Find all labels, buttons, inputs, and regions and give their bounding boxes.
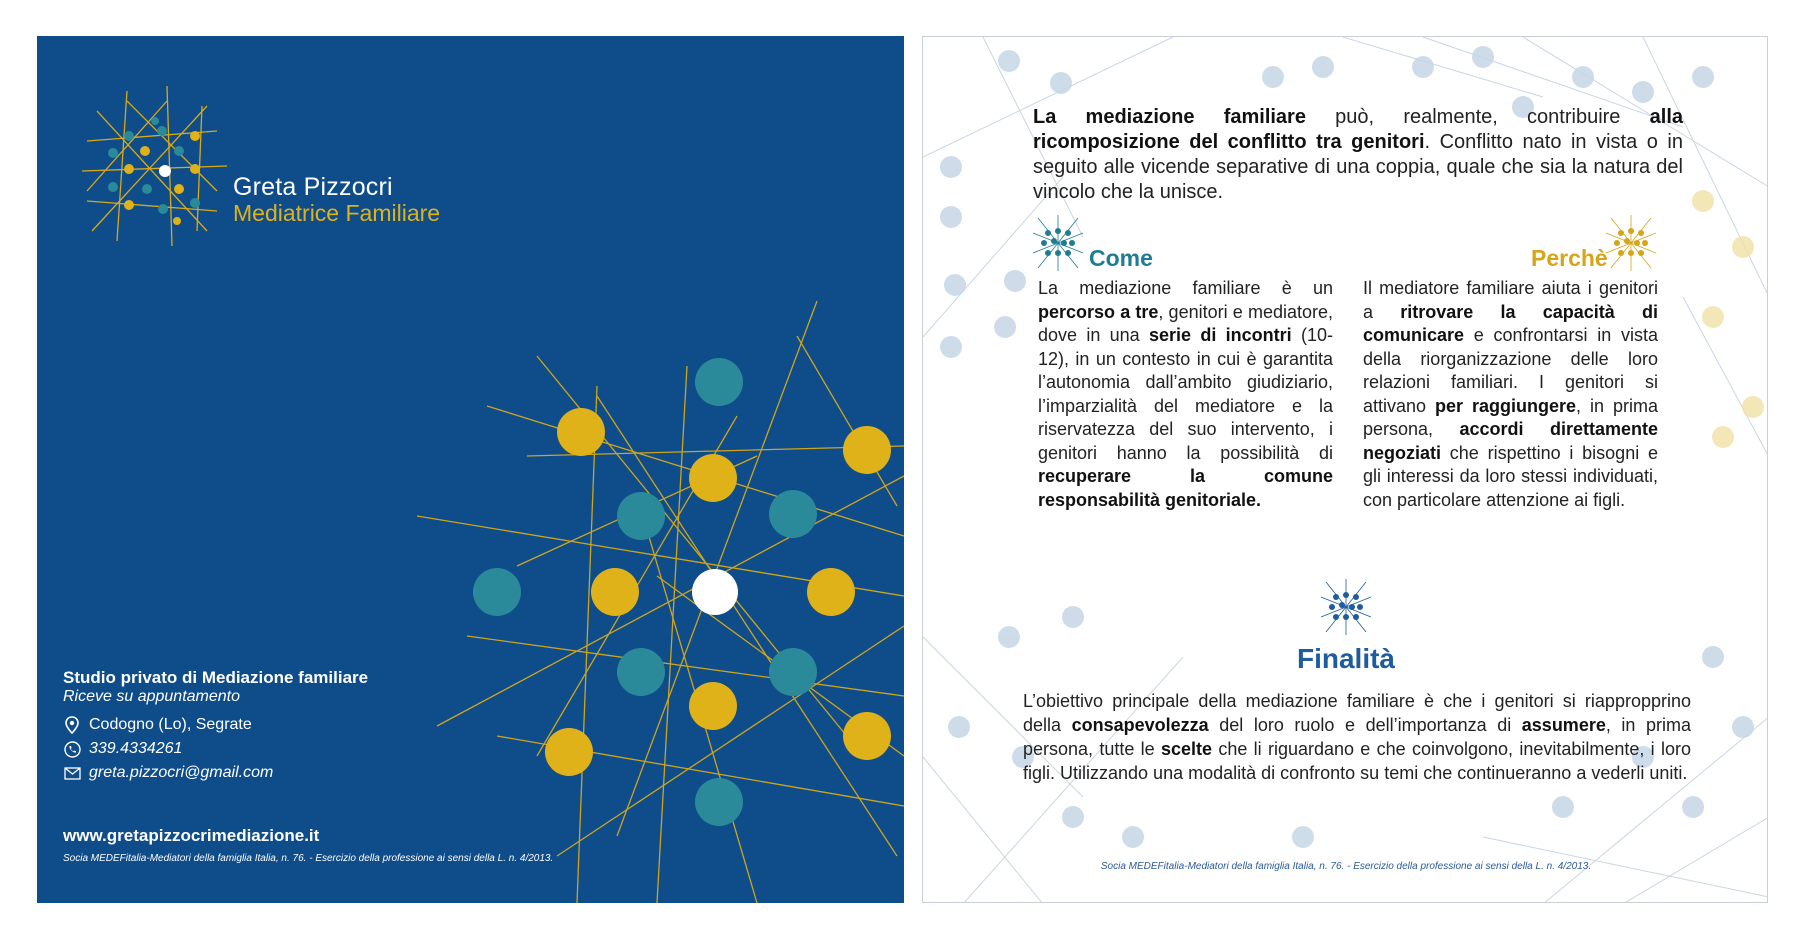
perche-run: Il mediatore familiare aiuta i genitori a <box>1363 278 1658 322</box>
perche-emblem-icon <box>1601 213 1661 273</box>
logo-mark-icon <box>67 81 227 251</box>
finalita-run: consapevolezza <box>1071 715 1209 735</box>
intro-run: alla ricomposizione del conflitto tra genitori <box>1033 106 1683 153</box>
intro-run: . Conflitto nato in vista o in seguito alle vicende separative di una coppia, quale che sia la natura del vincolo che la unisce. <box>1033 131 1683 203</box>
come-heading: Come <box>1089 245 1153 271</box>
intro-run: può, realmente, contribuire <box>1305 106 1650 128</box>
come-run: percorso a tre <box>1038 301 1159 322</box>
come-run: (10-12), in un contesto in cui è garantita l’autonomia dall’ambito giudiziario, l’imparzialità del mediatore e la riservatezza del suo intervento, i genitori hanno la possibilità di <box>1038 325 1333 463</box>
intro-paragraph <box>1033 105 1683 205</box>
pattern-dots <box>473 358 891 826</box>
perche-run: che rispettino i bisogni e gli interessi da loro stessi individuati, con particolare attenzione ai figli. <box>1363 442 1658 510</box>
website-link[interactable]: www.gretapizzocrimediazione.it <box>63 826 320 845</box>
come-emblem-icon <box>1028 213 1088 273</box>
location-text: Codogno (Lo), Segrate <box>89 716 252 733</box>
perche-heading: Perchè <box>1531 245 1608 271</box>
contact-phone[interactable] <box>63 740 182 758</box>
finalita-emblem-icon <box>1316 577 1376 637</box>
contact-location <box>63 716 252 734</box>
come-text <box>1038 277 1333 512</box>
finalita-heading: Finalità <box>1296 643 1395 674</box>
finalita-run: assumere <box>1521 715 1606 735</box>
finalita-run: , in prima persona, tutte le <box>1023 715 1691 759</box>
intro-run: La mediazione familiare <box>1033 106 1306 128</box>
come-run: La mediazione familiare è un <box>1038 278 1333 298</box>
finalita-run: L’obiettivo principale della mediazione familiare è che i genitori si riappropprino della <box>1023 691 1691 735</box>
perche-run: , in prima persona, <box>1363 395 1659 439</box>
finalita-run: scelte <box>1160 739 1213 759</box>
email-address[interactable]: greta.pizzocri@gmail.com <box>89 764 274 781</box>
phone-number[interactable]: 339.4334261 <box>89 740 183 757</box>
perche-run: ritrovare la capacità di comunicare <box>1363 301 1658 345</box>
membership-footnote: Socia MEDEFitalia-Mediatori della famiglia Italia, n. 76. - Esercizio della professione ai sensi della L. n. 4/2013. <box>63 853 554 864</box>
come-run: recuperare la comune responsabilità genitoriale. <box>1038 466 1333 510</box>
brand-role: Mediatrice Familiare <box>233 200 441 226</box>
cover-panel <box>37 36 904 903</box>
finalita-text <box>1023 689 1691 785</box>
perche-run: e confrontarsi in vista della riorganizzazione delle loro relazioni familiari. I genitori si attivano <box>1363 325 1658 416</box>
finalita-run: del loro ruolo e dell’importanza di <box>1208 715 1522 735</box>
email-icon <box>63 764 81 782</box>
come-run: serie di incontri <box>1149 325 1292 345</box>
perche-text <box>1363 277 1658 512</box>
studio-subtitle: Riceve su appuntamento <box>63 688 240 705</box>
brand-name: Greta Pizzocri <box>233 173 393 201</box>
studio-title: Studio privato di Mediazione familiare <box>63 668 369 687</box>
content-panel <box>922 36 1768 903</box>
finalita-run: che li riguardano e che coinvolgono, inevitabilmente, i loro figli. Utilizzando una modalità di confronto su temi che continueranno a vederli uniti. <box>1023 739 1691 783</box>
membership-footnote-right: Socia MEDEFitalia-Mediatori della famiglia Italia, n. 76. - Esercizio della professione ai sensi della L. n. 4/2013. <box>1100 861 1592 872</box>
phone-icon <box>63 740 81 758</box>
perche-run: per raggiungere <box>1435 395 1577 416</box>
perche-run: accordi direttamente negoziati <box>1363 419 1658 463</box>
contact-email[interactable] <box>63 764 273 782</box>
location-pin-icon <box>63 716 81 734</box>
come-run: , genitori e mediatore, dove in una <box>1038 301 1333 345</box>
